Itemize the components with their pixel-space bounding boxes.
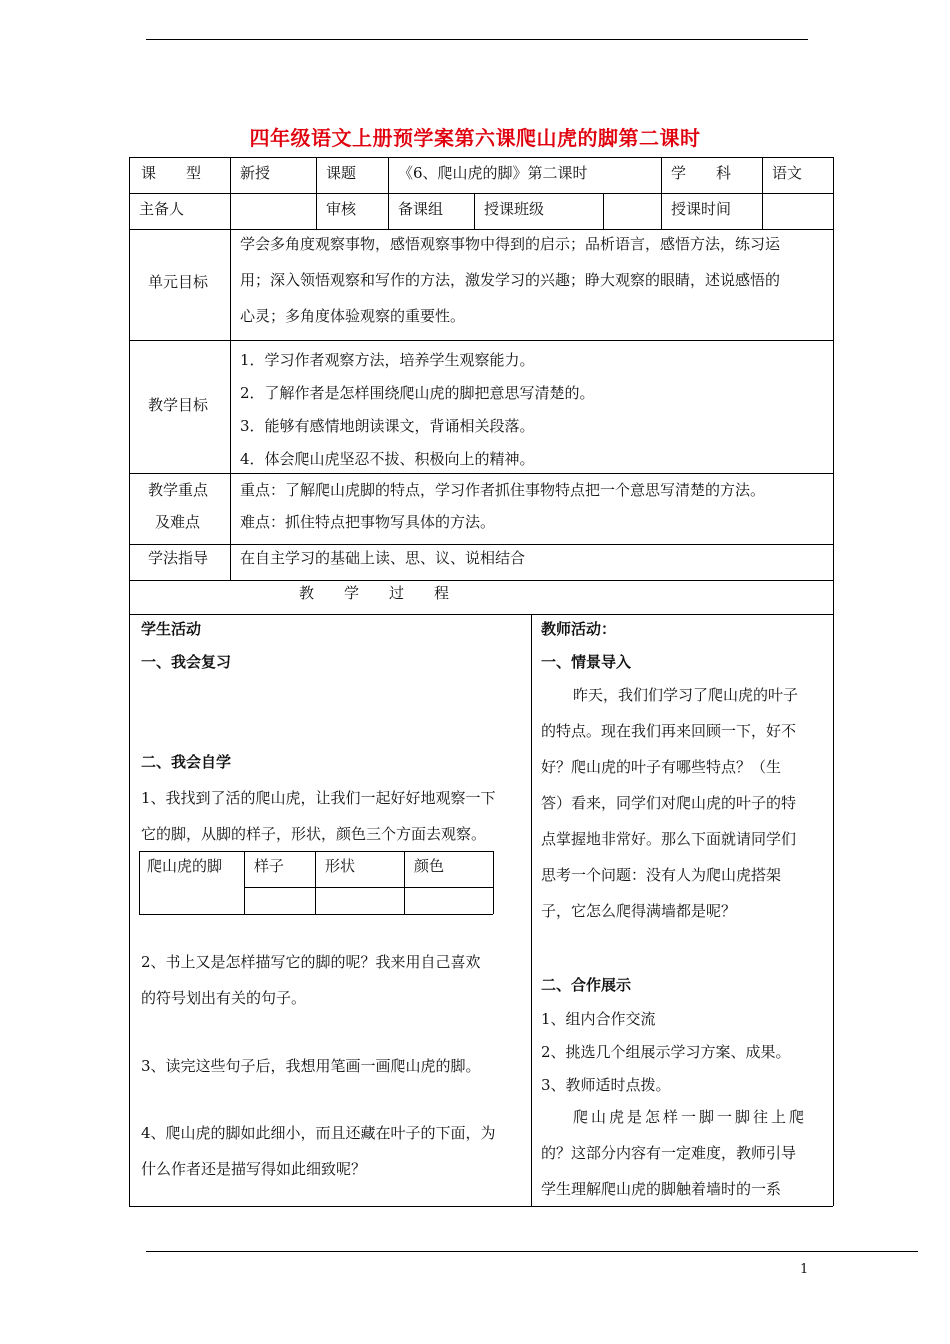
difficult-point-text: 难点：抓住特点把事物写具体的方法。 <box>240 513 496 531</box>
observation-col-appearance: 样子 <box>254 857 285 875</box>
observation-col-foot: 爬山虎的脚 <box>147 857 223 875</box>
list-item: 4．体会爬山虎坚忍不拔、积极向上的精神。 <box>240 450 535 468</box>
topic-label: 课题 <box>326 164 357 182</box>
teacher-heading: 教师活动： <box>541 620 617 638</box>
page-title: 四年级语文上册预学案第六课爬山虎的脚第二课时 <box>249 126 701 150</box>
teaching-goal-list <box>240 344 595 476</box>
key-point-text: 重点：了解爬山虎脚的特点，学习作者抓住事物特点把一个意思写清楚的方法。 <box>240 481 766 499</box>
process-header: 教 学 过 程 <box>299 584 450 602</box>
page-number: 1 <box>800 1262 809 1277</box>
unit-goal-label: 单元目标 <box>148 273 209 291</box>
observation-col-color: 颜色 <box>414 857 445 875</box>
unit-goal-text: 学会多角度观察事物，感悟观察事物中得到的启示；品析语言，感悟方法，练习运 用；深入领悟观察和写作的方法，激发学习的兴趣；睁大观察的眼睛，述说感悟的 心灵；多角度体验观察的重要性。 <box>240 235 781 325</box>
student-q4: 4、爬山虎的脚如此细小，而且还藏在叶子的下面，为 什么作者还是描写得如此细致呢？ <box>141 1124 496 1178</box>
teacher-intro-heading: 一、情景导入 <box>541 653 632 671</box>
header-rule <box>146 39 808 40</box>
method-text: 在自主学习的基础上读、思、议、说相结合 <box>240 549 526 567</box>
subject-label: 学 科 <box>671 164 732 182</box>
list-item: 2、挑选几个组展示学习方案、成果。 <box>541 1043 791 1061</box>
student-self-heading: 二、我会自学 <box>141 753 232 771</box>
review-label: 审核 <box>326 200 357 218</box>
subject-value: 语文 <box>772 164 803 182</box>
list-item: 3．能够有感情地朗读课文，背诵相关段落。 <box>240 417 535 435</box>
student-q2: 2、书上又是怎样描写它的脚的呢？我来用自己喜欢 的符号划出有关的句子。 <box>141 953 481 1007</box>
student-review-heading: 一、我会复习 <box>141 653 232 671</box>
topic-value: 《6、爬山虎的脚》第二课时 <box>398 164 588 182</box>
student-q3: 3、读完这些句子后，我想用笔画一画爬山虎的脚。 <box>141 1057 481 1075</box>
teacher-intro-text: 昨天，我们们学习了爬山虎的叶子 的特点。现在我们再来回顾一下，好不 好？爬山虎的叶子有哪些特点？（生 答）看来，同学们对爬山虎的叶子的特 点掌握地非常好。那么下面就请同学们 思考一个问题：没有人为爬山虎搭架 子，它怎么爬得满墙都是呢？ <box>541 686 799 920</box>
teacher-detail-text: 爬山虎是怎样一脚一脚往上爬 的？这部分内容有一定难度，教师引导 学生理解爬山虎的脚触着墙时的一系 <box>541 1108 808 1198</box>
list-item: 2．了解作者是怎样围绕爬山虎的脚把意思写清楚的。 <box>240 384 595 402</box>
method-label: 学法指导 <box>148 549 209 567</box>
lesson-type-label: 课 型 <box>141 164 202 182</box>
time-label: 授课时间 <box>671 200 732 218</box>
teacher-coop-heading: 二、合作展示 <box>541 976 632 994</box>
key-points-label: 教学重点 <box>148 481 209 499</box>
preparer-label: 主备人 <box>139 200 185 218</box>
lesson-type-value: 新授 <box>240 164 271 182</box>
group-label: 备课组 <box>398 200 444 218</box>
key-points-label-2: 及难点 <box>155 513 201 531</box>
teaching-goal-label: 教学目标 <box>148 396 209 414</box>
list-item: 3、教师适时点拨。 <box>541 1076 671 1094</box>
observation-col-shape: 形状 <box>325 857 356 875</box>
list-item: 1、组内合作交流 <box>541 1010 656 1028</box>
teacher-coop-list <box>541 1003 791 1102</box>
list-item: 1．学习作者观察方法，培养学生观察能力。 <box>240 351 535 369</box>
student-q1: 1、我找到了活的爬山虎，让我们一起好好地观察一下 它的脚，从脚的样子，形状，颜色三个方面去观察。 <box>141 789 496 843</box>
class-label: 授课班级 <box>484 200 545 218</box>
footer-rule <box>146 1251 918 1252</box>
student-heading: 学生活动 <box>141 620 202 638</box>
